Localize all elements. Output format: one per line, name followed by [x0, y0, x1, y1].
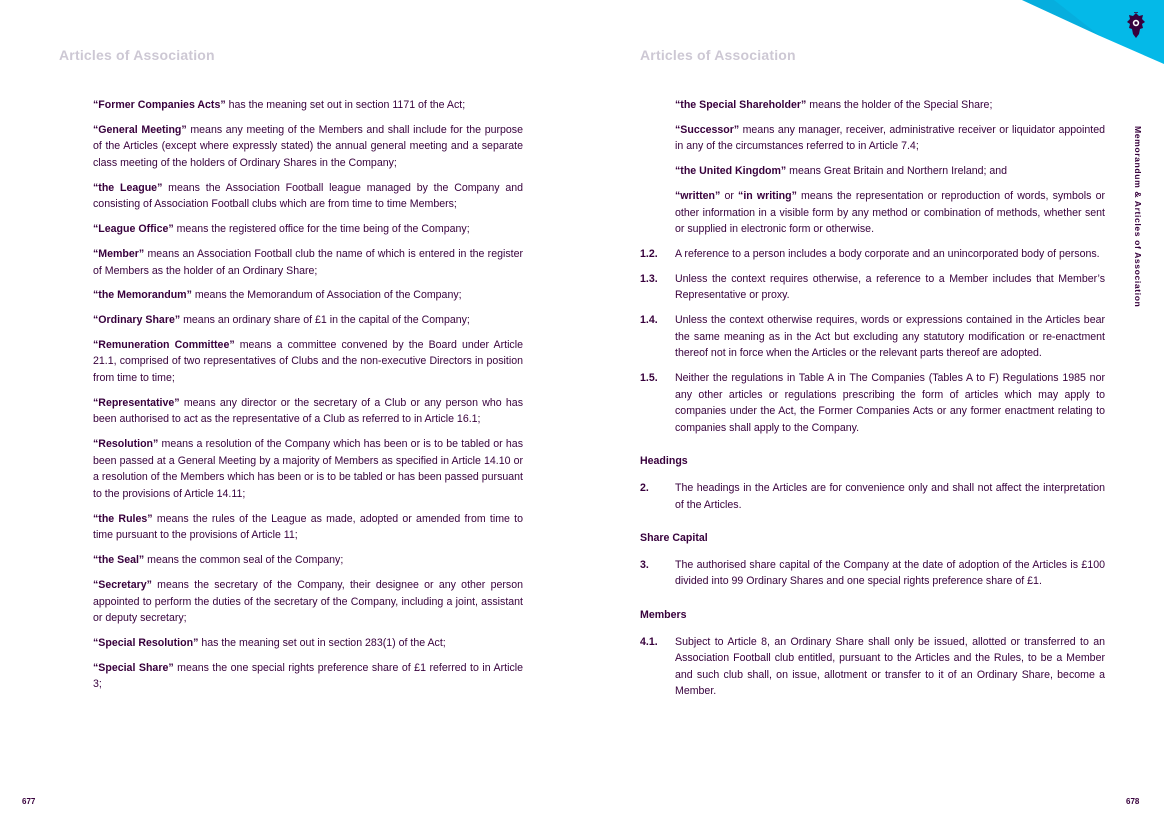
definition-paragraph: “the Seal” means the common seal of the Company;	[93, 554, 344, 567]
right-column	[640, 97, 1105, 708]
left-column	[93, 97, 523, 701]
definition-paragraph: “written” or “in writing” means the representation or reproduction of words, symbols or other information in a visible form by any method or combination of methods, whether sent or supplied in electronic form or otherwise.	[675, 189, 1106, 236]
definition-paragraph: “Secretary” means the secretary of the Company, their designee or any other person appointed to perform the duties of the secretary of the Company, including a joint, assistant or deputy secretary;	[93, 578, 523, 625]
left-page-number: 677	[22, 797, 36, 806]
definition-paragraph: “Successor” means any manager, receiver, administrative receiver or liquidator appointed in any of the circumstances referred to in Article 7.4;	[675, 123, 1105, 153]
clause-1-2: 1.2. A reference to a person includes a body corporate and an unincorporated body of persons.	[640, 247, 1100, 260]
right-page-number: 678	[1126, 797, 1140, 806]
right-page-header: Articles of Association	[640, 47, 796, 63]
clause-2: 2. The headings in the Articles are for convenience only and shall not affect the interpretation of the Articles.	[640, 482, 1105, 511]
section-heading-members: Members	[640, 608, 687, 621]
side-section-label: Memorandum & Articles of Association	[1133, 126, 1143, 308]
section-heading-headings: Headings	[640, 455, 688, 468]
clause-4-1: 4.1. Subject to Article 8, an Ordinary Share shall only be issued, allotted or transferred to an Association Football club entitled, pursuant to the Articles and the Rules, to be a Member and such club shall, on issue, allotment or transfer to it of an Ordinary Share, become a Member.	[640, 635, 1105, 698]
definition-paragraph: “Ordinary Share” means an ordinary share of £1 in the capital of the Company;	[93, 314, 470, 327]
definition-paragraph: “Representative” means any director or the secretary of a Club or any person who has been authorised to act as the representative of a Club as referred to in Article 16.1;	[93, 396, 523, 426]
definition-paragraph: “the United Kingdom” means Great Britain and Northern Ireland; and	[675, 165, 1008, 178]
definition-paragraph: “Remuneration Committee” means a committee convened by the Board under Article 21.1, comprised of two representatives of Clubs and the non-executive Directors in position from time to time;	[93, 338, 523, 385]
definition-paragraph: “Special Share” means the one special rights preference share of £1 referred to in Article 3;	[93, 661, 523, 691]
definition-paragraph: “the League” means the Association Football league managed by the Company and consisting of Association Football clubs which are from time to time Members;	[93, 181, 523, 211]
section-heading-share-capital: Share Capital	[640, 532, 708, 545]
definition-paragraph: “General Meeting” means any meeting of the Members and shall include for the purpose of the Articles (except where expressly stated) the annual general meeting and a separate class meeting of the holders of Ordinary Shares in the Company;	[93, 123, 523, 169]
definition-paragraph: “Special Resolution” has the meaning set out in section 283(1) of the Act;	[93, 636, 446, 649]
definition-paragraph: “the Memorandum” means the Memorandum of Association of the Company;	[93, 289, 462, 302]
definition-paragraph: “the Rules” means the rules of the League as made, adopted or amended from time to time pursuant to the provisions of Article 11;	[93, 512, 523, 542]
definition-paragraph: “Member” means an Association Football club the name of which is entered in the register of Members as the holder of an Ordinary Share;	[93, 247, 523, 277]
clause-3: 3. The authorised share capital of the Company at the date of adoption of the Articles is £100 divided into 99 Ordinary Shares and one special rights preference share of £1.	[640, 558, 1105, 588]
clause-1-5: 1.5. Neither the regulations in Table A in The Companies (Tables A to F) Regulations 1985 nor any other articles or regulations prescribing the form of articles which may apply to companies under the Act, the Former Companies Acts or any former enactment relating to companies shall apply to the Company.	[640, 372, 1105, 434]
left-page-header: Articles of Association	[59, 47, 215, 63]
definition-paragraph: “Resolution” means a resolution of the Company which has been or is to be tabled or has been passed at a General Meeting by a majority of Members as specified in Article 14.10 or a resolution of the Members which has been or is to be tabled or has been passed pursuant to the provisions of Article 14.11;	[93, 438, 523, 500]
clause-1-4: 1.4. Unless the context otherwise requires, words or expressions contained in the Articles bear the same meaning as in the Act but excluding any statutory modification or re-enactment thereof not in force when the Articles or the relevant parts thereof are adopted.	[640, 314, 1105, 360]
clause-1-3: 1.3. Unless the context requires otherwise, a reference to a Member includes that Member’s Representative or proxy.	[640, 272, 1105, 302]
lion-crest-icon	[1125, 12, 1147, 40]
definition-paragraph: “the Special Shareholder” means the holder of the Special Share;	[675, 99, 993, 111]
definition-paragraph: “Former Companies Acts” has the meaning set out in section 1171 of the Act;	[93, 99, 466, 111]
definition-paragraph: “League Office” means the registered office for the time being of the Company;	[93, 223, 470, 236]
